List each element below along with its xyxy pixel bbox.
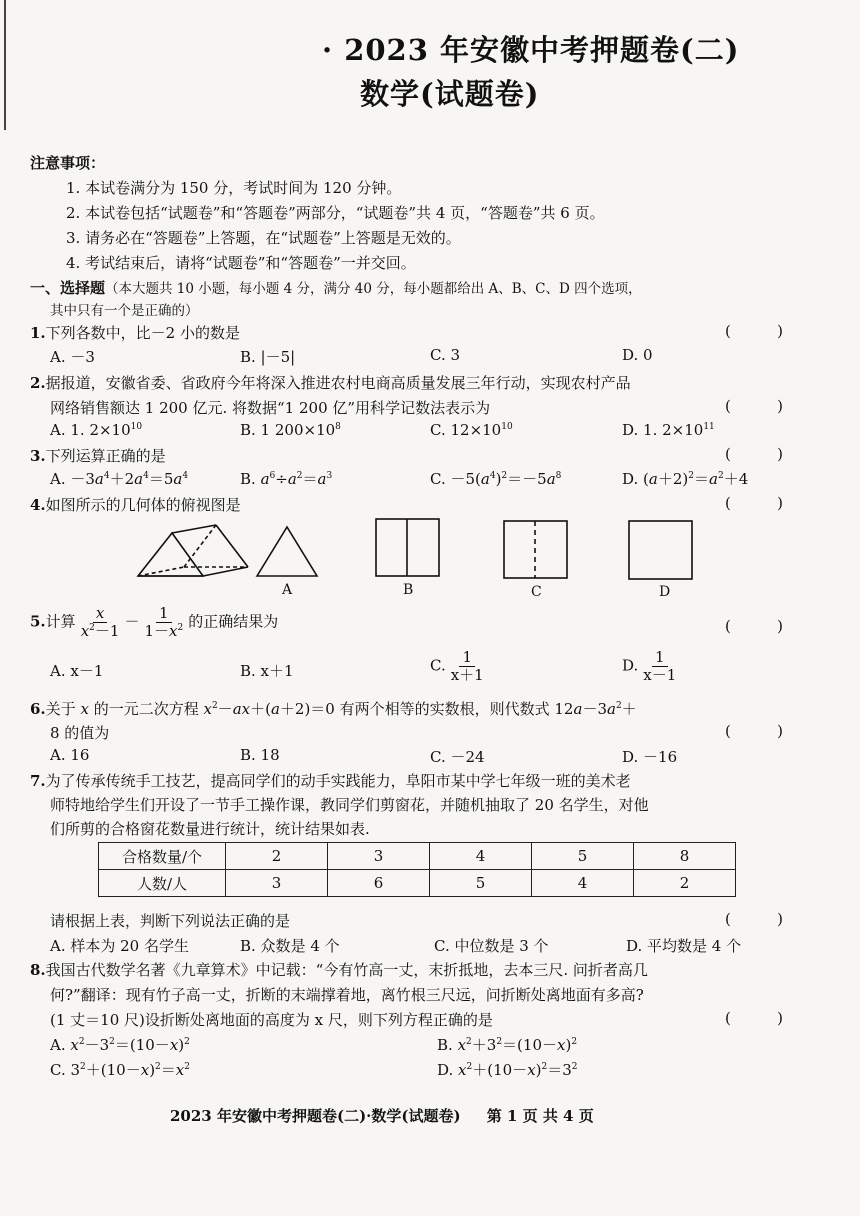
table-header-cell: 合格数量/个 — [99, 843, 226, 870]
footer-page-number: 第 1 页 共 4 页 — [486, 1107, 594, 1125]
question-7-line2: 师特地给学生们开设了一节手工操作课，教同学们剪窗花，并随机抽取了 20 名学生，对他 — [50, 796, 649, 814]
q7-option-a: A. 样本为 20 名学生 — [50, 937, 189, 955]
question-1: 1.下列各数中，比－2 小的数是 — [30, 324, 240, 342]
question-8-line1: 我国古代数学名著《九章算术》中记载：“今有竹高一丈，末折抵地，去本三尺. 问折者高几 — [45, 961, 648, 979]
page-footer — [170, 1105, 594, 1126]
notice-heading: 注意事项： — [30, 154, 106, 172]
notice-item-3: 3. 请务必在“答题卷”上答题，在“试题卷”上答题是无效的。 — [66, 229, 461, 247]
q7-option-c: C. 中位数是 3 个 — [434, 937, 549, 955]
table-cell: 3 — [328, 843, 430, 870]
q6-option-b: B. 18 — [240, 746, 280, 764]
table-cell: 4 — [532, 870, 634, 897]
answer-paren-5: ( ) — [725, 617, 783, 635]
footer-title: 2023 年安徽中考押题卷(二)·数学(试题卷) — [170, 1107, 461, 1125]
question-5: 5.计算 $\frac{x}{x^2-1}$ － $\frac{1}{1-x^2}$ 的正确结果为 — [30, 604, 279, 640]
q4-label-a: A — [282, 582, 293, 598]
question-7-ask: 请根据上表，判断下列说法正确的是 — [50, 912, 291, 930]
q5-frac-2: $\frac{1}{1-x^2}$ — [144, 604, 184, 640]
q2-option-a: A. 1. $2\times 10^{10}$ — [50, 421, 143, 439]
q8-option-d: D. $x^2+(10-x)^2=3^2$ — [437, 1061, 578, 1079]
q4-label-b: B — [403, 582, 414, 598]
table-cell: 5 — [532, 843, 634, 870]
table-row — [99, 870, 736, 897]
question-2: 2.据报道，安徽省委、省政府今年将深入推进农村电商高质量发展三年行动，实现农村产品 — [30, 374, 631, 392]
question-7: 7.为了传承传统手工技艺，提高同学们的动手实践能力，阜阳市某中学七年级一班的美术老 — [30, 772, 631, 790]
question-3-stem: 下列运算正确的是 — [45, 447, 166, 465]
q8-option-c: C. $3^2+(10-x)^2=x^2$ — [50, 1061, 190, 1079]
question-1-stem: 下列各数中，比－2 小的数是 — [45, 324, 240, 342]
q8-option-b: B. $x^2+3^2=(10-x)^2$ — [437, 1036, 578, 1054]
question-4-stem: 如图所示的几何体的俯视图是 — [45, 496, 241, 514]
question-2-line2: 网络销售额达 1 200 亿元. 将数据“1 200 亿”用科学记数法表示为 — [50, 399, 491, 417]
table-cell: 5 — [430, 870, 532, 897]
scan-edge-line — [4, 0, 6, 130]
option-c-rect — [504, 521, 567, 578]
question-4: 4.如图所示的几何体的俯视图是 — [30, 496, 241, 514]
question-6-line2: 8 的值为 — [50, 724, 110, 742]
exam-subtitle: 数学(试题卷) — [360, 77, 540, 111]
answer-paren-6: ( ) — [725, 722, 783, 740]
question-8: 8.我国古代数学名著《九章算术》中记载：“今有竹高一丈，末折抵地，去本三尺. 问折者高几 — [30, 961, 648, 979]
option-a-triangle — [257, 527, 317, 576]
q3-option-a: A. $-3a^4+2a^4=5a^4$ — [50, 470, 189, 488]
q1-option-b: B. |－5| — [240, 348, 296, 366]
table-cell: 6 — [328, 870, 430, 897]
section-title: 一、选择题 — [30, 279, 106, 297]
q5-option-a: A. x－1 — [50, 662, 104, 680]
option-d-square — [629, 521, 692, 579]
section-heading — [30, 277, 642, 298]
answer-paren-3: ( ) — [725, 445, 783, 463]
q7-option-b: B. 众数是 4 个 — [240, 937, 340, 955]
question-6: 6.关于 x 的一元二次方程 $x^2-ax+(a+2)=0$ 有两个相等的实数根，则代数式 $12a-3a^2+$ — [30, 700, 637, 718]
q1-option-d: D. 0 — [622, 346, 653, 364]
q5-frac-1: $\frac{x}{x^2-1}$ — [80, 604, 120, 640]
q2-option-b: B. 1 $200\times 10^8$ — [240, 421, 341, 439]
question-7-line3: 们所剪的合格窗花数量进行统计，统计结果如表. — [50, 820, 370, 838]
stats-table — [98, 842, 736, 897]
question-8-line2: 何?”翻译：现有竹子高一丈，折断的末端撑着地，离竹根三尺远，问折断处离地面有多高? — [50, 986, 644, 1004]
q6-option-a: A. 16 — [50, 746, 90, 764]
notice-item-2: 2. 本试卷包括“试题卷”和“答题卷”两部分，“试题卷”共 4 页，“答题卷”共 6 页。 — [66, 204, 605, 222]
table-cell: 8 — [634, 843, 736, 870]
q2-option-d: D. 1. $2\times 10^{11}$ — [622, 421, 715, 439]
q5-option-c: C. $\frac{1}{x+1}$ — [430, 648, 484, 684]
q4-figures — [130, 515, 710, 600]
answer-paren-1: ( ) — [725, 322, 783, 340]
question-7-line1: 为了传承传统手工技艺，提高同学们的动手实践能力，阜阳市某中学七年级一班的美术老 — [45, 772, 631, 790]
answer-paren-4: ( ) — [725, 494, 783, 512]
prism-figure — [138, 525, 248, 576]
section-desc-line2: 其中只有一个是正确的） — [50, 303, 199, 319]
table-cell: 3 — [226, 870, 328, 897]
option-b-rect — [376, 519, 439, 576]
q5-option-b: B. x＋1 — [240, 662, 294, 680]
notice-item-4: 4. 考试结束后，请将“试题卷”和“答题卷”一并交回。 — [66, 254, 416, 272]
q6-option-c: C. －24 — [430, 748, 485, 766]
answer-paren-2: ( ) — [725, 397, 783, 415]
q1-option-c: C. 3 — [430, 346, 461, 364]
notice-item-1: 1. 本试卷满分为 150 分，考试时间为 120 分钟。 — [66, 179, 402, 197]
table-cell: 4 — [430, 843, 532, 870]
q6-option-d: D. －16 — [622, 748, 678, 766]
question-3: 3.下列运算正确的是 — [30, 447, 166, 465]
table-cell: 2 — [634, 870, 736, 897]
exam-title: · 2023 年安徽中考押题卷(二) — [322, 33, 740, 67]
answer-paren-7: ( ) — [725, 910, 783, 928]
table-header-cell: 人数/人 — [99, 870, 226, 897]
answer-paren-8: ( ) — [725, 1009, 783, 1027]
question-2-line1: 据报道，安徽省委、省政府今年将深入推进农村电商高质量发展三年行动，实现农村产品 — [45, 374, 631, 392]
q7-option-d: D. 平均数是 4 个 — [626, 937, 742, 955]
table-row — [99, 843, 736, 870]
q3-option-b: B. $a^6\div a^2=a^3$ — [240, 470, 333, 488]
table-cell: 2 — [226, 843, 328, 870]
q1-option-a: A. －3 — [50, 348, 95, 366]
question-8-line3: (1 丈＝10 尺)设折断处离地面的高度为 x 尺，则下列方程正确的是 — [50, 1011, 493, 1029]
q3-option-d: D. $(a+2)^2=a^2+4$ — [622, 470, 749, 488]
q2-option-c: C. $12\times 10^{10}$ — [430, 421, 513, 439]
section-desc-line1: （本大题共 10 小题，每小题 4 分，满分 40 分，每小题都给出 A、B、C、D 四个选项， — [105, 281, 642, 297]
q5-option-d: D. $\frac{1}{x-1}$ — [622, 648, 677, 684]
q4-label-d: D — [659, 584, 671, 600]
q3-option-c: C. $-5(a^4)^2=-5a^8$ — [430, 470, 562, 488]
q4-label-c: C — [531, 584, 542, 600]
q8-option-a: A. $x^2-3^2=(10-x)^2$ — [50, 1036, 190, 1054]
